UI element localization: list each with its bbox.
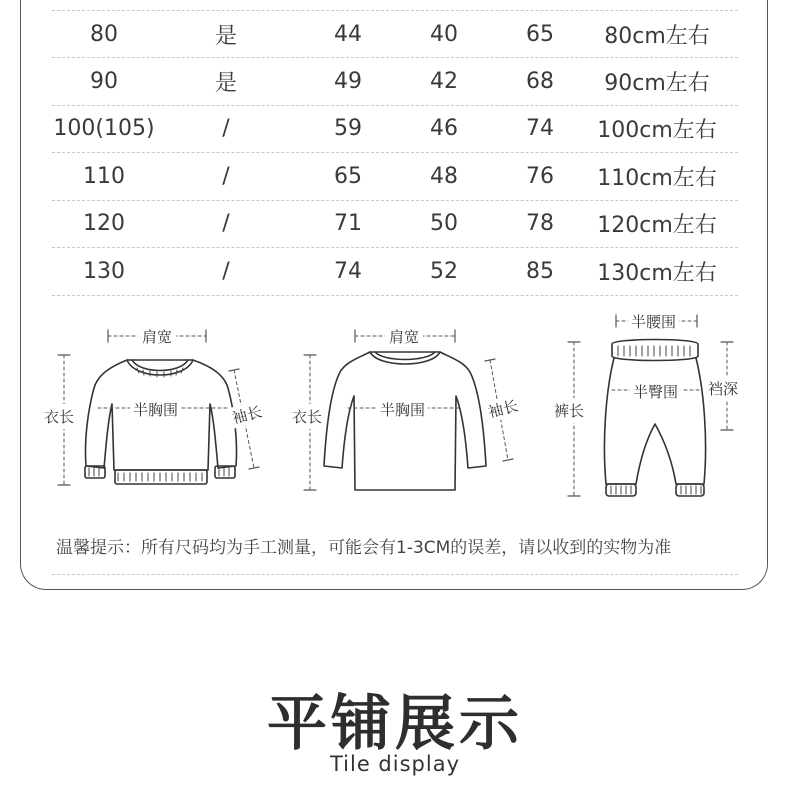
tshirt-illustration — [324, 352, 486, 490]
sweater-sleeve-label: 袖长 — [228, 400, 266, 429]
table-cell: 46 — [430, 116, 458, 142]
size-table — [52, 10, 738, 296]
pants-rise-label: 裆深 — [708, 376, 738, 401]
divider — [52, 574, 738, 575]
sweater-chest-label: 半胸围 — [130, 399, 181, 420]
table-row — [52, 201, 738, 249]
table-cell: 90 — [90, 68, 118, 94]
table-cell: / — [222, 211, 230, 237]
measurement-note: 温馨提示：所有尺码均为手工测量，可能会有1-3CM的误差，请以收到的实物为准 — [56, 538, 672, 558]
tshirt-sleeve-label: 袖长 — [484, 394, 522, 423]
table-cell: 120cm左右 — [597, 213, 717, 239]
table-cell: 100cm左右 — [597, 118, 717, 144]
table-cell: 74 — [526, 116, 554, 142]
table-cell: 110cm左右 — [597, 165, 717, 191]
table-cell: 130 — [83, 258, 125, 284]
table-cell: 68 — [526, 68, 554, 94]
table-cell: 48 — [430, 163, 458, 189]
sweater-length-label: 衣长 — [44, 404, 74, 429]
table-cell: 80cm左右 — [604, 23, 710, 49]
table-row — [52, 58, 738, 106]
table-cell: 是 — [214, 23, 237, 49]
tshirt-shoulder-label: 肩宽 — [385, 326, 423, 347]
table-row — [52, 10, 738, 58]
sweater-shoulder-label: 肩宽 — [138, 326, 176, 347]
table-cell: 74 — [334, 258, 362, 284]
table-cell: / — [222, 163, 230, 189]
table-row — [52, 153, 738, 201]
table-cell: 78 — [526, 211, 554, 237]
pants-waist-label: 半腰围 — [628, 311, 679, 332]
table-cell: 65 — [526, 21, 554, 47]
table-row — [52, 106, 738, 154]
tshirt-chest-label: 半胸围 — [377, 399, 428, 420]
table-cell: 42 — [430, 68, 458, 94]
pants-hip-label: 半臀围 — [630, 381, 681, 402]
table-row — [52, 248, 738, 296]
measurement-diagrams — [0, 300, 790, 510]
table-cell: 52 — [430, 258, 458, 284]
table-cell: 59 — [334, 116, 362, 142]
section-title: 平铺展示 — [267, 689, 523, 759]
table-cell: / — [222, 116, 230, 142]
table-cell: 是 — [214, 70, 237, 96]
table-cell: 49 — [334, 68, 362, 94]
table-cell: 80 — [90, 21, 118, 47]
table-cell: 100(105) — [53, 116, 155, 142]
table-cell: 120 — [83, 211, 125, 237]
table-cell: 85 — [526, 258, 554, 284]
pants-length-label: 裤长 — [554, 398, 584, 423]
table-cell: 110 — [83, 163, 125, 189]
section-subtitle: Tile display — [329, 752, 460, 776]
table-cell: 40 — [430, 21, 458, 47]
table-cell: 50 — [430, 211, 458, 237]
table-cell: 71 — [334, 211, 362, 237]
tshirt-length-label: 衣长 — [292, 404, 322, 429]
table-cell: / — [222, 258, 230, 284]
table-cell: 90cm左右 — [604, 70, 710, 96]
table-cell: 44 — [334, 21, 362, 47]
sweater-illustration — [85, 360, 237, 484]
pants-illustration — [604, 340, 705, 497]
table-cell: 130cm左右 — [597, 260, 717, 286]
table-cell: 76 — [526, 163, 554, 189]
table-cell: 65 — [334, 163, 362, 189]
